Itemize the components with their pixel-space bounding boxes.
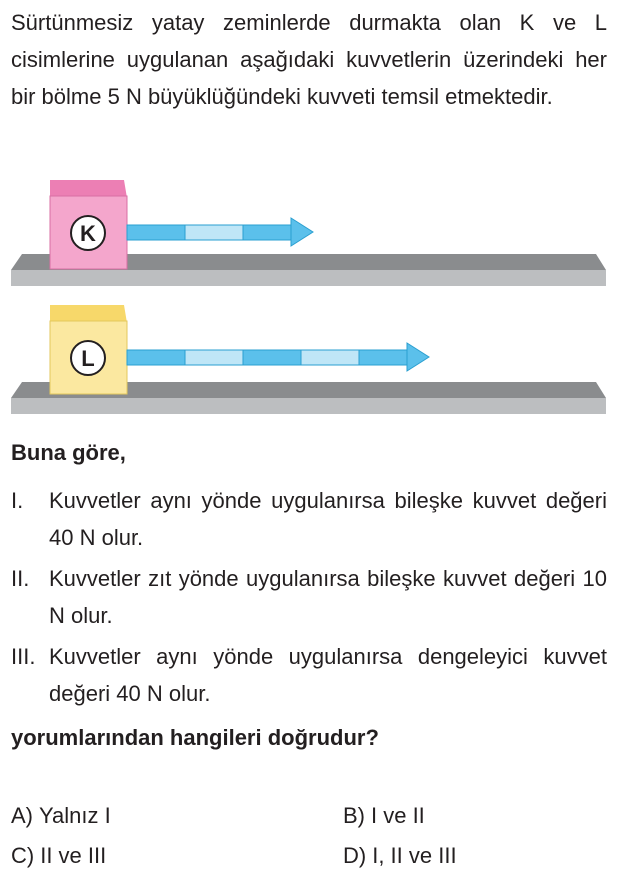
- statement-list: [11, 482, 607, 716]
- statement-text: Kuvvetler zıt yönde uygulanırsa bileşke kuvvet değeri 10 N olur.: [49, 566, 607, 628]
- question-ask: yorumlarından hangileri doğrudur?: [11, 725, 379, 750]
- block-l-label: L: [81, 346, 95, 371]
- statement-text: Kuvvetler aynı yönde uygulanırsa dengeleyici kuvvet değeri 40 N olur.: [49, 644, 607, 706]
- force-diagram: [0, 170, 619, 420]
- statement-item: [11, 638, 607, 712]
- option-text: Yalnız I: [39, 803, 111, 828]
- block-k: [50, 180, 127, 269]
- statement-text: Kuvvetler aynı yönde uygulanırsa bileşke kuvvet değeri 40 N olur.: [49, 488, 607, 550]
- block-k-label: K: [80, 221, 96, 246]
- option-letter: A): [11, 803, 33, 828]
- arrow-l: [127, 343, 429, 371]
- arrow-k: [127, 218, 313, 246]
- option-c[interactable]: [11, 843, 106, 869]
- option-text: I ve II: [371, 803, 425, 828]
- option-letter: B): [343, 803, 365, 828]
- option-letter: D): [343, 843, 367, 868]
- question-intro: Sürtünmesiz yatay zeminlerde durmakta olan K ve L cisimlerine uygulanan aşağıdaki kuvvetlerin üzerindeki her bir bölme 5 N büyüklüğündeki kuvveti temsil etmektedir.: [11, 10, 607, 109]
- statement-item: [11, 560, 607, 634]
- option-d[interactable]: [343, 843, 457, 869]
- question-lead: Buna göre,: [11, 440, 126, 465]
- statement-number: I.: [11, 488, 24, 513]
- option-text: II ve III: [40, 843, 107, 868]
- option-b[interactable]: [343, 803, 425, 829]
- block-l: [50, 305, 127, 394]
- statement-item: [11, 482, 607, 556]
- option-text: I, II ve III: [372, 843, 457, 868]
- statement-number: II.: [11, 566, 30, 591]
- statement-number: III.: [11, 644, 36, 669]
- option-a[interactable]: [11, 803, 111, 829]
- option-letter: C): [11, 843, 35, 868]
